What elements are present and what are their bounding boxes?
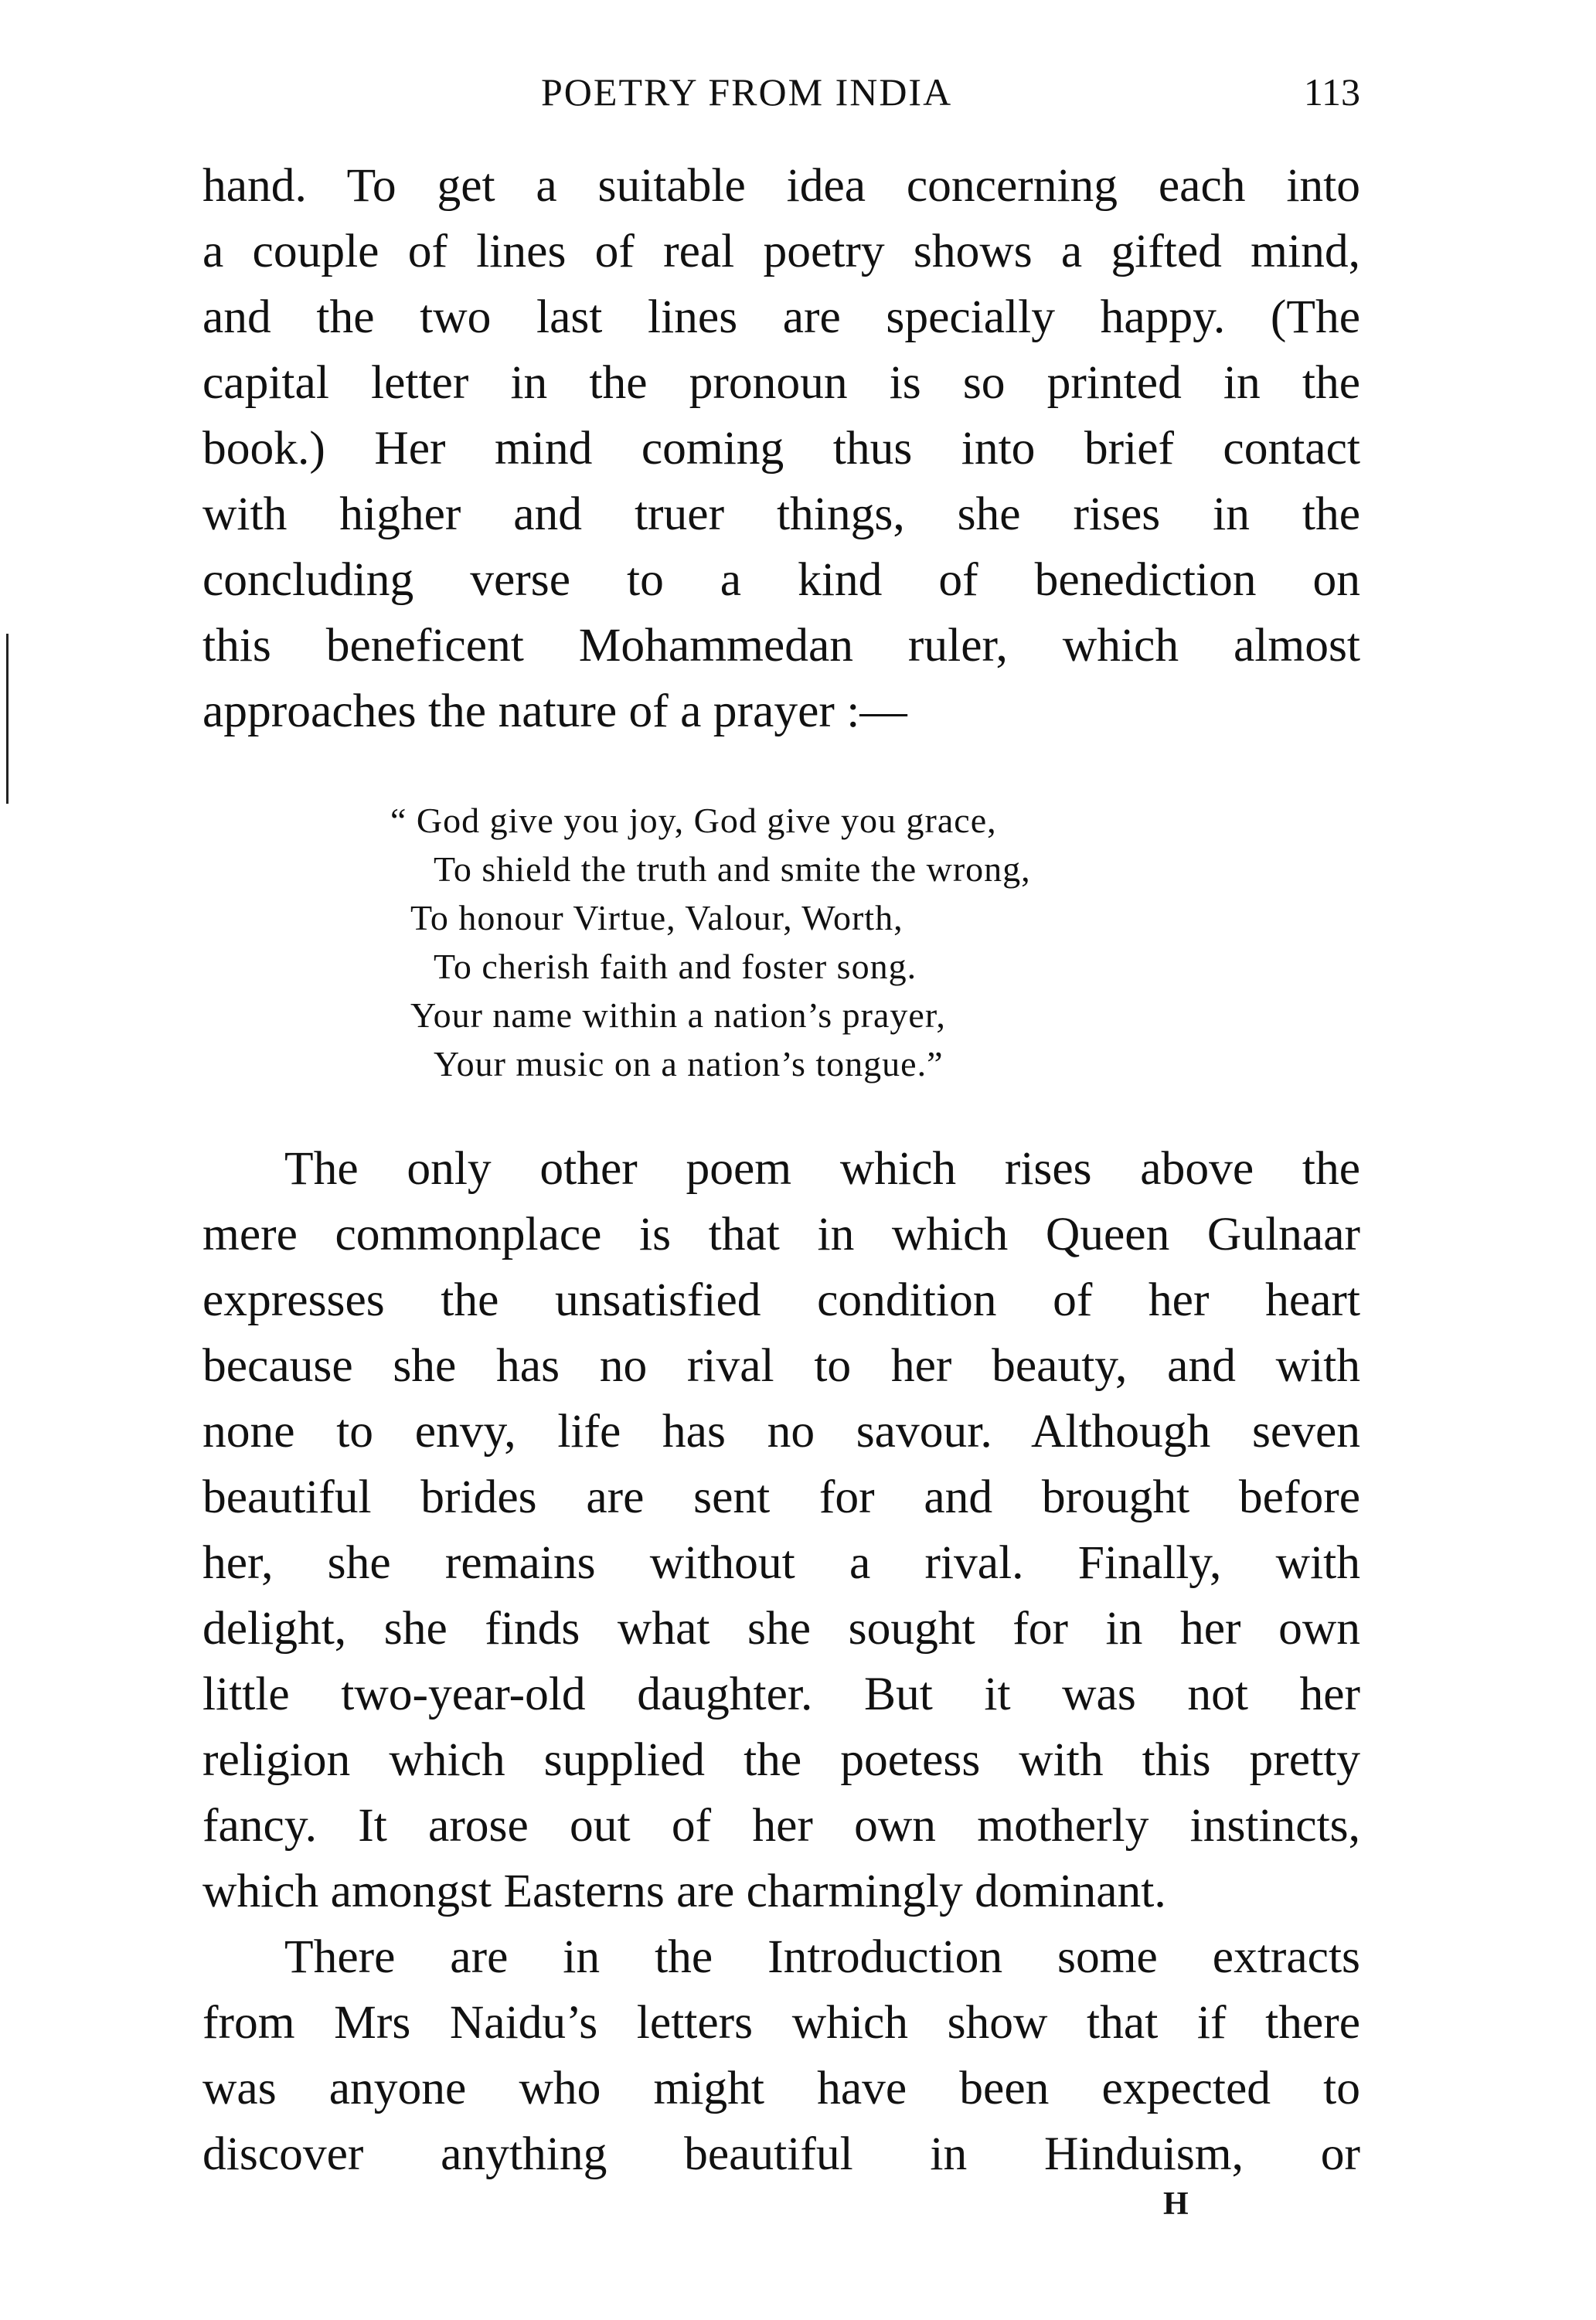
margin-mark	[6, 634, 9, 804]
poem-quotation	[390, 796, 1240, 1088]
text-line: There are in the Introduction some extracts	[284, 1930, 1360, 1983]
running-title: POETRY FROM INDIA	[541, 70, 953, 114]
poem-line: “ God give you joy, God give you grace,	[390, 801, 997, 840]
page-header	[201, 70, 1360, 124]
text-line: little two-year-old daughter. But it was not her	[202, 1668, 1360, 1720]
text-line: was anyone who might have been expected to	[202, 2062, 1360, 2114]
paragraph-2	[202, 1136, 1360, 1924]
page-number: 113	[1303, 70, 1360, 114]
text-line: her, she remains without a rival. Finally, with	[202, 1536, 1360, 1589]
signature-mark: H	[1163, 2186, 1189, 2222]
poem-line: To cherish faith and foster song.	[434, 947, 917, 986]
text-line: and the two last lines are specially happy. (The	[202, 291, 1360, 343]
text-line: hand. To get a suitable idea concerning each into	[202, 159, 1360, 212]
text-line: fancy. It arose out of her own motherly instincts,	[202, 1799, 1360, 1852]
poem-line: To honour Virtue, Valour, Worth,	[410, 898, 903, 937]
text-line: a couple of lines of real poetry shows a gifted mind,	[202, 225, 1360, 277]
text-line: book.) Her mind coming thus into brief contact	[202, 422, 1360, 475]
text-line: concluding verse to a kind of benediction on	[202, 553, 1360, 606]
text-line: discover anything beautiful in Hinduism, or	[202, 2128, 1360, 2180]
text-line: from Mrs Naidu’s letters which show that if there	[202, 1996, 1360, 2049]
paragraph-3	[202, 1924, 1360, 2187]
text-line: beautiful brides are sent for and brought before	[202, 1471, 1360, 1523]
paragraph-1	[202, 153, 1360, 744]
text-line: capital letter in the pronoun is so printed in the	[202, 356, 1360, 409]
text-line: because she has no rival to her beauty, and with	[202, 1339, 1360, 1392]
poem-line: Your name within a nation’s prayer,	[410, 995, 946, 1035]
text-line: religion which supplied the poetess with this pretty	[202, 1733, 1360, 1786]
text-line: with higher and truer things, she rises in the	[202, 488, 1360, 540]
text-line: expresses the unsatisfied condition of her heart	[202, 1274, 1360, 1326]
text-line: delight, she finds what she sought for in her own	[202, 1602, 1360, 1655]
text-line: this beneficent Mohammedan ruler, which almost	[202, 619, 1360, 672]
text-line: The only other poem which rises above the	[284, 1142, 1360, 1195]
text-line: none to envy, life has no savour. Although seven	[202, 1405, 1360, 1458]
text-line: mere commonplace is that in which Queen Gulnaar	[202, 1208, 1360, 1260]
poem-line: To shield the truth and smite the wrong,	[434, 849, 1031, 889]
text-line: approaches the nature of a prayer :—	[202, 685, 907, 737]
text-line: which amongst Easterns are charmingly dominant.	[202, 1865, 1166, 1917]
poem-line: Your music on a nation’s tongue.”	[434, 1044, 944, 1083]
